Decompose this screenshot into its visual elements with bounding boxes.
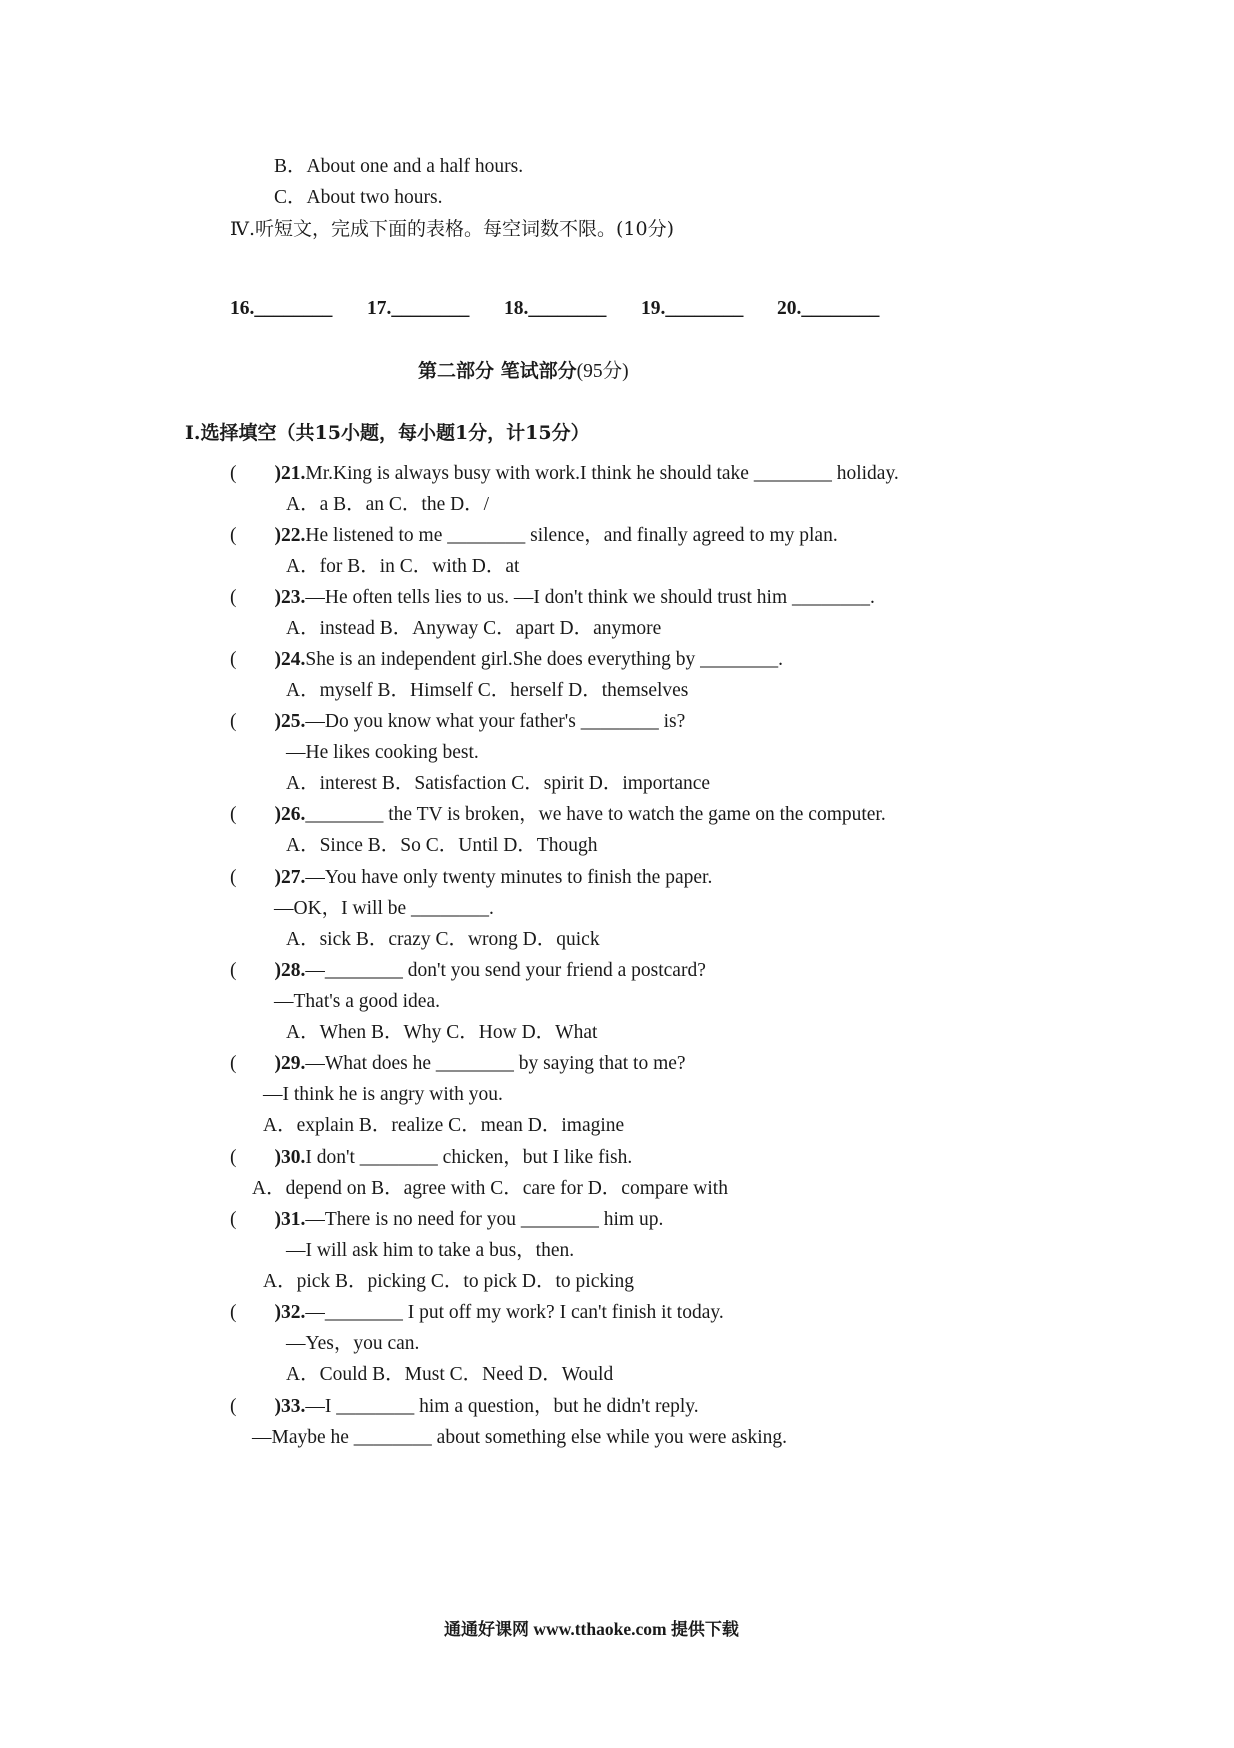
answer-paren: ( [230,867,237,888]
question-number: )27. [274,867,306,888]
answer-paren: ( [230,1302,237,1323]
question-28-reply: —That's a good idea. [274,991,440,1012]
question-23 [230,586,875,610]
answer-paren: ( [230,587,237,608]
answer-paren: ( [230,1396,237,1417]
question-stem: I don't ________ chicken，but I like fish. [305,1147,633,1168]
answer-paren: ( [230,804,237,825]
question-stem: Mr.King is always busy with work.I think he should take ________ holiday. [305,463,899,484]
answer-paren: ( [230,1053,237,1074]
question-24 [230,648,783,672]
question-number: )30. [274,1147,306,1168]
question-number: )26. [274,804,306,825]
question-25-options: A．interest B．Satisfaction C．spirit D．importance [286,773,711,794]
answer-paren: ( [230,649,237,670]
question-23-options: A．instead B．Anyway C．apart D．anymore [286,618,662,639]
question-number: )23. [274,587,306,608]
question-21 [230,462,899,486]
question-stem: —There is no need for you ________ him up. [305,1209,664,1230]
question-number: )24. [274,649,306,670]
question-32-reply: —Yes，you can. [286,1333,420,1354]
part-two-title [418,359,629,384]
answer-paren: ( [230,463,237,484]
footer [444,1617,739,1642]
blank-16: 16.________ [230,298,333,319]
question-26 [230,803,886,827]
part-two-title-text: 第二部分 笔试部分 [418,360,577,382]
question-29 [230,1052,686,1076]
question-22-options: A．for B．in C．with D．at [286,556,520,577]
question-30 [230,1146,632,1170]
footer-site-name: 通通好课网 [444,1620,529,1640]
section-i-heading: Ⅰ.选择填空（共15小题，每小题1分，计15分） [185,422,590,444]
question-number: )31. [274,1209,306,1230]
answer-paren: ( [230,711,237,732]
listening-option-b: B．About one and a half hours. [274,156,524,177]
question-32-options: A．Could B．Must C．Need D．Would [286,1364,614,1385]
question-number: )33. [274,1396,306,1417]
question-stem: —Do you know what your father's ________ is? [305,711,686,732]
question-31-reply: —I will ask him to take a bus，then. [286,1240,575,1261]
listening-option-c: C．About two hours. [274,187,443,208]
question-stem: —I ________ him a question，but he didn't reply. [305,1396,699,1417]
section-iv-heading: Ⅳ.听短文，完成下面的表格。每空词数不限。(10分) [230,218,675,240]
question-32 [230,1301,724,1325]
question-29-reply: —I think he is angry with you. [263,1084,503,1105]
blank-17: 17.________ [367,298,470,319]
blank-19: 19.________ [641,298,744,319]
question-25 [230,710,685,734]
question-stem: ________ the TV is broken，we have to watch the game on the computer. [305,804,886,825]
question-stem: —You have only twenty minutes to finish the paper. [305,867,713,888]
question-stem: —________ I put off my work? I can't finish it today. [305,1302,724,1323]
answer-paren: ( [230,960,237,981]
question-24-options: A．myself B．Himself C．herself D．themselves [286,680,689,701]
blank-18: 18.________ [504,298,607,319]
question-21-options: A．a B．an C．the D．/ [286,494,490,515]
part-two-score: (95分) [576,361,629,382]
question-22 [230,524,838,548]
question-33 [230,1395,699,1419]
question-26-options: A．Since B．So C．Until D．Though [286,835,598,856]
question-31-options: A．pick B．picking C．to pick D．to picking [263,1271,635,1292]
question-number: )22. [274,525,306,546]
blank-20: 20.________ [777,298,880,319]
footer-suffix: 提供下载 [670,1620,739,1640]
question-27-options: A．sick B．crazy C．wrong D．quick [286,929,600,950]
question-stem: —What does he ________ by saying that to me? [305,1053,686,1074]
answer-paren: ( [230,1147,237,1168]
question-stem: —________ don't you send your friend a postcard? [305,960,706,981]
question-30-options: A．depend on B．agree with C．care for D．compare with [252,1178,728,1199]
footer-url: www.tthaoke.com [533,1619,667,1639]
question-33-reply: —Maybe he ________ about something else while you were asking. [252,1427,788,1448]
question-number: )29. [274,1053,306,1074]
question-number: )32. [274,1302,306,1323]
question-number: )25. [274,711,306,732]
question-29-options: A．explain B．realize C．mean D．imagine [263,1115,625,1136]
question-stem: He listened to me ________ silence，and finally agreed to my plan. [305,525,838,546]
question-number: )28. [274,960,306,981]
question-stem: —He often tells lies to us. —I don't think we should trust him ________. [305,587,875,608]
question-27 [230,866,712,890]
question-28-options: A．When B．Why C．How D．What [286,1022,598,1043]
question-27-reply: —OK，I will be ________. [274,898,494,919]
answer-paren: ( [230,525,237,546]
question-28 [230,959,706,983]
question-31 [230,1208,663,1232]
answer-paren: ( [230,1209,237,1230]
question-stem: She is an independent girl.She does everything by ________. [305,649,784,670]
question-25-reply: —He likes cooking best. [286,742,479,763]
question-number: )21. [274,463,306,484]
